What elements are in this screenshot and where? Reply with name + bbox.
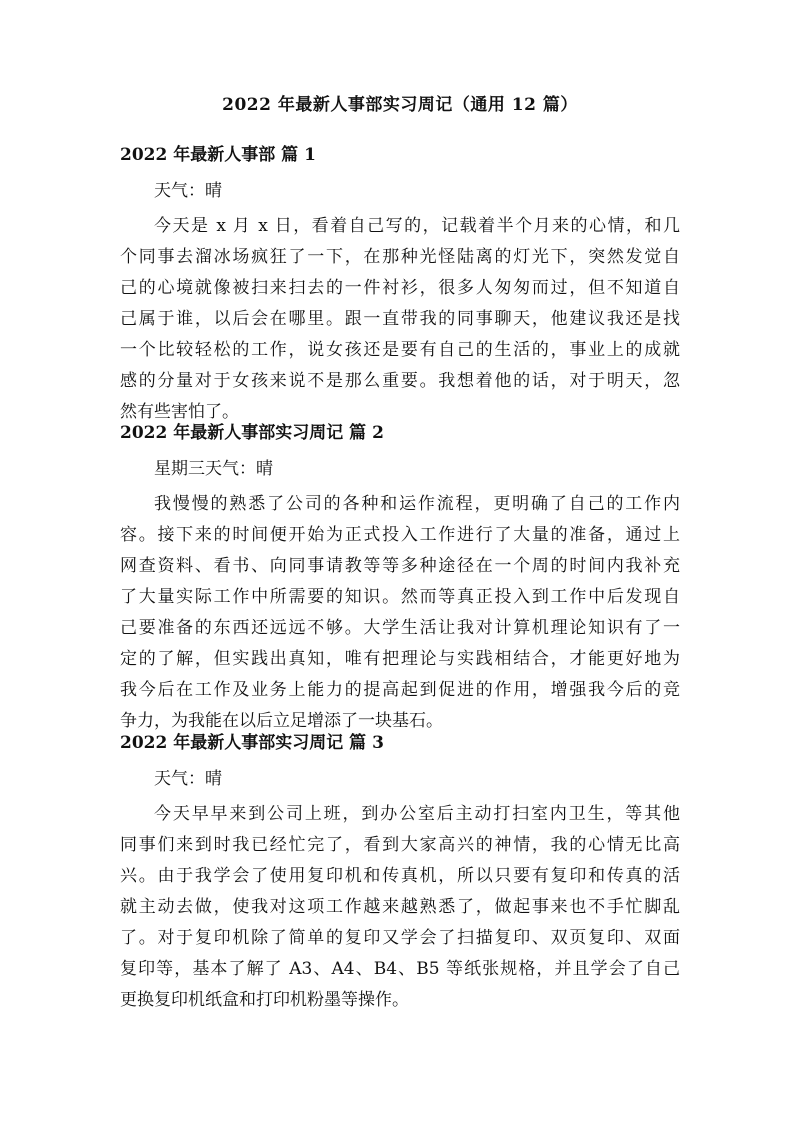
section-heading: 2022 年最新人事部实习周记 篇 2 bbox=[120, 423, 384, 443]
text-line: 网查资料、看书、向同事请教等等多种途径在一个周的时间内我补充 bbox=[120, 556, 680, 576]
text-line: 个同事去溜冰场疯狂了一下，在那种光怪陆离的灯光下，突然发觉自 bbox=[120, 247, 680, 267]
text-line: 同事们来到时我已经忙完了，看到大家高兴的神情，我的心情无比高 bbox=[120, 835, 680, 855]
text-line: 然有些害怕了。 bbox=[120, 402, 239, 422]
text-line: 争力，为我能在以后立足增添了一块基石。 bbox=[120, 711, 443, 731]
paragraph bbox=[120, 799, 680, 1016]
paragraph bbox=[120, 211, 680, 428]
text-line: 复印等，基本了解了 A3、A4、B4、B5 等纸张规格，并且学会了自己 bbox=[120, 959, 680, 979]
text-line: 今天是 x 月 x 日，看着自己写的，记载着半个月来的心情，和几 bbox=[154, 216, 680, 236]
text-line: 兴。由于我学会了使用复印机和传真机，所以只要有复印和传真的活 bbox=[120, 866, 680, 886]
text-line: 己要准备的东西还远远不够。大学生活让我对计算机理论知识有了一 bbox=[120, 618, 680, 638]
text-line: 我今后在工作及业务上能力的提高起到促进的作用，增强我今后的竞 bbox=[120, 680, 680, 700]
document-title: 2022 年最新人事部实习周记（通用 12 篇） bbox=[222, 95, 578, 115]
text-line: 更换复印机纸盒和打印机粉墨等操作。 bbox=[120, 990, 409, 1010]
text-line: 己属于谁，以后会在哪里。跟一直带我的同事聊天，他建议我还是找 bbox=[120, 309, 680, 329]
text-line: 了大量实际工作中所需要的知识。然而等真正投入到工作中后发现自 bbox=[120, 587, 680, 607]
text-line: 容。接下来的时间便开始为正式投入工作进行了大量的准备，通过上 bbox=[120, 525, 680, 545]
weather-line: 天气：晴 bbox=[154, 181, 222, 201]
section-heading: 2022 年最新人事部 篇 1 bbox=[120, 145, 316, 165]
text-line: 了。对于复印机除了简单的复印又学会了扫描复印、双页复印、双面 bbox=[120, 928, 680, 948]
paragraph bbox=[120, 489, 680, 737]
section-1 bbox=[120, 139, 680, 428]
text-line: 今天早早来到公司上班，到办公室后主动打扫室内卫生，等其他 bbox=[154, 804, 680, 824]
text-line: 定的了解，但实践出真知，唯有把理论与实践相结合，才能更好地为 bbox=[120, 649, 680, 669]
text-line: 我慢慢的熟悉了公司的各种和运作流程，更明确了自己的工作内 bbox=[154, 494, 680, 514]
text-line: 感的分量对于女孩来说不是那么重要。我想着他的话，对于明天，忽 bbox=[120, 371, 680, 391]
section-heading: 2022 年最新人事部实习周记 篇 3 bbox=[120, 733, 384, 753]
weather-line: 星期三天气：晴 bbox=[154, 459, 273, 479]
section-2 bbox=[120, 417, 680, 737]
text-line: 就主动去做，使我对这项工作越来越熟悉了，做起事来也不手忙脚乱 bbox=[120, 897, 680, 917]
text-line: 一个比较轻松的工作，说女孩还是要有自己的生活的，事业上的成就 bbox=[120, 340, 680, 360]
weather-line: 天气：晴 bbox=[154, 769, 222, 789]
text-line: 己的心境就像被扫来扫去的一件衬衫，很多人匆匆而过，但不知道自 bbox=[120, 278, 680, 298]
section-3 bbox=[120, 727, 680, 1016]
